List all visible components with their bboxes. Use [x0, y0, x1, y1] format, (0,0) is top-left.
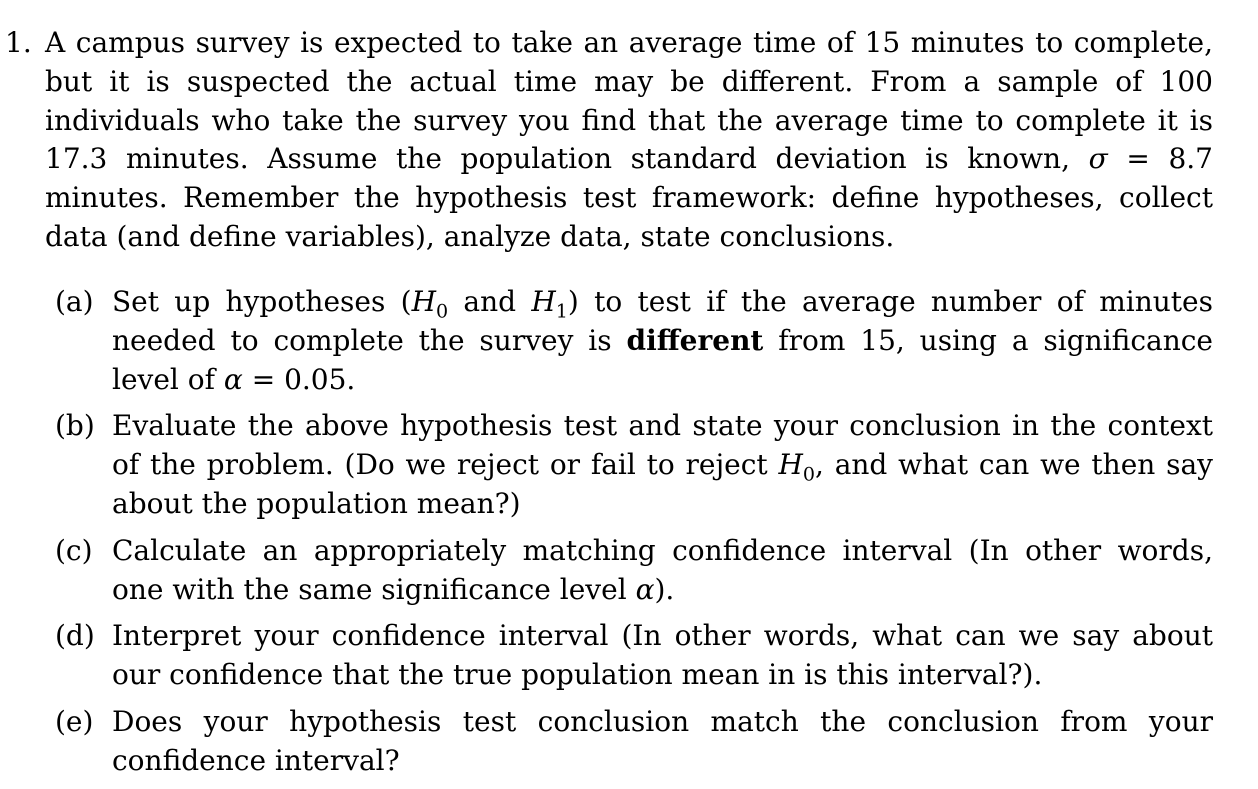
part-b-text-1: Evaluate the above hypothesis test and state your conclusion in the context of the problem. (Do we reject or fail to reject: [112, 409, 1213, 482]
part-a-text-5: = 0.05.: [242, 362, 356, 396]
sigma-symbol: σ: [1088, 142, 1108, 176]
problem-text-part-2: 8.7 minutes. Remember the hypothesis test framework: define hypotheses, collect data (and define variables), analyze data, state conclusions.: [45, 142, 1213, 253]
problem-number: 1.: [5, 26, 32, 59]
alpha-symbol: α: [223, 362, 243, 396]
part-a-label: (a): [55, 285, 94, 318]
alpha-symbol: α: [635, 572, 655, 606]
part-c: [55, 532, 1213, 610]
part-d-text-1: Interpret your confidence interval (In other words, what can we say about our confidence that the true population mean in is this interval?).: [112, 619, 1213, 692]
equals-sign: =: [1107, 142, 1169, 176]
problem-text-part-1: A campus survey is expected to take an average time of 15 minutes to complete, but it is suspected the actual time may be different. From a sample of 100 individuals who take the survey you find that the average time to complete it is 17.3 minutes. Assume the population standard deviation is known,: [45, 26, 1213, 176]
part-d: [55, 617, 1213, 695]
part-a-bold-word: different: [626, 323, 764, 357]
part-b-text-2: , and what can we then say about the population mean?): [112, 448, 1213, 520]
h1-symbol: $H_1$: [531, 285, 568, 323]
part-a-text-2: and: [448, 285, 532, 318]
part-d-label: (d): [55, 619, 95, 653]
part-e-text-1: Does your hypothesis test conclusion match the conclusion from your confidence interval?: [112, 704, 1213, 777]
part-b-label: (b): [55, 409, 95, 443]
h0-symbol: $H_0$: [411, 285, 449, 323]
problem-1: [5, 24, 1213, 257]
h0-symbol: $H_0$: [778, 448, 815, 486]
part-e-label: (e): [55, 704, 94, 738]
problem-statement: [45, 24, 1213, 257]
part-c-text-1: Calculate an appropriately matching confidence interval (In other words, one with the same significance level: [112, 533, 1213, 606]
sub-questions: [55, 283, 1213, 789]
part-a: [55, 283, 1213, 399]
part-a-text-3: ) to test if the average number of minutes needed to complete the survey is: [112, 285, 1213, 357]
part-a-text-4: from 15, using a significance level of: [112, 323, 1213, 396]
part-e: [55, 703, 1213, 781]
part-c-text-2: ).: [654, 572, 675, 606]
part-c-label: (c): [55, 533, 93, 567]
part-a-text-1: Set up hypotheses (: [112, 285, 412, 318]
part-b: [55, 407, 1213, 523]
